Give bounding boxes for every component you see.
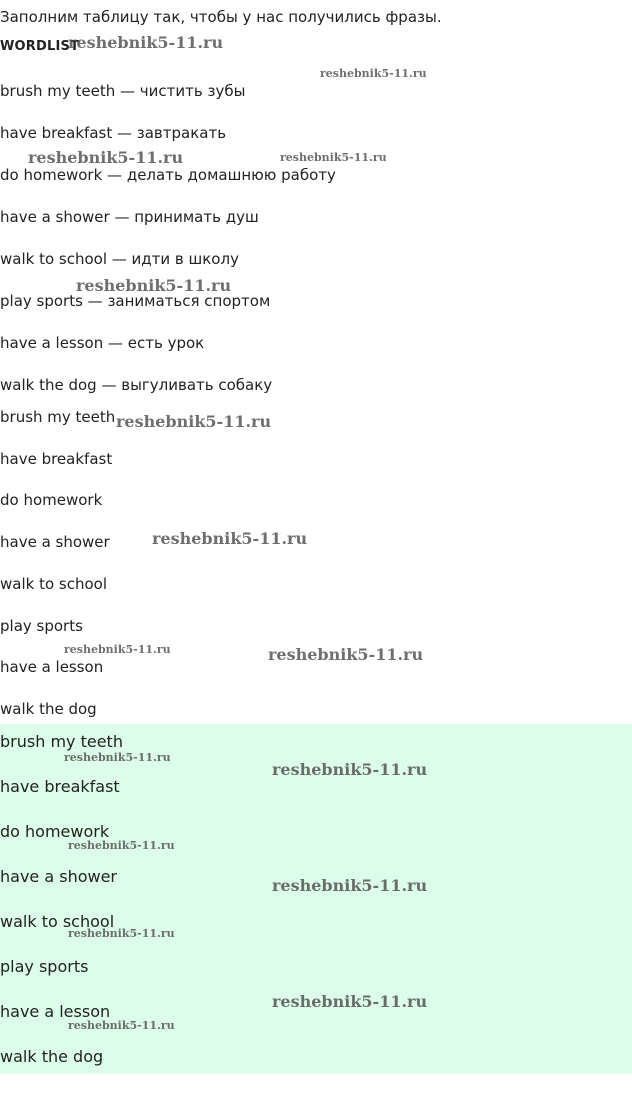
phrase-item: brush my teeth — [0, 408, 116, 426]
watermark: reshebnik5-11.ru — [272, 760, 428, 779]
phrase-item: have a lesson — [0, 658, 104, 676]
phrase-item: play sports — [0, 617, 83, 635]
phrase-item: have breakfast — [0, 450, 113, 468]
watermark: reshebnik5-11.ru — [68, 1019, 175, 1032]
wordlist-heading: WORDLIST — [0, 39, 80, 54]
watermark: reshebnik5-11.ru — [76, 276, 232, 295]
watermark: reshebnik5-11.ru — [116, 412, 272, 431]
watermark: reshebnik5-11.ru — [272, 876, 428, 895]
highlighted-phrase: brush my teeth — [0, 732, 123, 751]
highlighted-phrase: walk to school — [0, 912, 115, 931]
watermark: reshebnik5-11.ru — [268, 645, 424, 664]
wordlist-item: do homework — делать домашнюю работу — [0, 166, 336, 184]
highlighted-phrase: do homework — [0, 822, 110, 841]
watermark: reshebnik5-11.ru — [64, 751, 171, 764]
watermark: reshebnik5-11.ru — [272, 992, 428, 1011]
watermark: reshebnik5-11.ru — [68, 927, 175, 940]
phrase-item: do homework — [0, 491, 103, 509]
instruction-text: Заполним таблицу так, чтобы у нас получились фразы. — [0, 8, 442, 26]
highlighted-phrase: play sports — [0, 957, 89, 976]
wordlist-item: brush my teeth — чистить зубы — [0, 82, 246, 100]
highlighted-phrase: have breakfast — [0, 777, 120, 796]
wordlist-item: have a lesson — есть урок — [0, 334, 205, 352]
wordlist-item: have a shower — принимать душ — [0, 208, 259, 226]
highlighted-phrase: have a shower — [0, 867, 118, 886]
watermark: reshebnik5-11.ru — [152, 529, 308, 548]
wordlist-item: have breakfast — завтракать — [0, 124, 227, 142]
highlighted-phrase: walk the dog — [0, 1047, 104, 1066]
watermark: reshebnik5-11.ru — [320, 67, 427, 80]
wordlist-item: walk the dog — выгуливать собаку — [0, 376, 273, 394]
watermark: reshebnik5-11.ru — [68, 33, 224, 52]
watermark: reshebnik5-11.ru — [68, 839, 175, 852]
phrase-item: walk to school — [0, 575, 107, 593]
wordlist-item: play sports — заниматься спортом — [0, 292, 271, 310]
watermark: reshebnik5-11.ru — [64, 643, 171, 656]
watermark: reshebnik5-11.ru — [28, 148, 184, 167]
phrase-item: walk the dog — [0, 700, 97, 718]
watermark: reshebnik5-11.ru — [280, 151, 387, 164]
wordlist-item: walk to school — идти в школу — [0, 250, 239, 268]
phrase-item: have a shower — [0, 533, 110, 551]
highlighted-phrase: have a lesson — [0, 1002, 111, 1021]
